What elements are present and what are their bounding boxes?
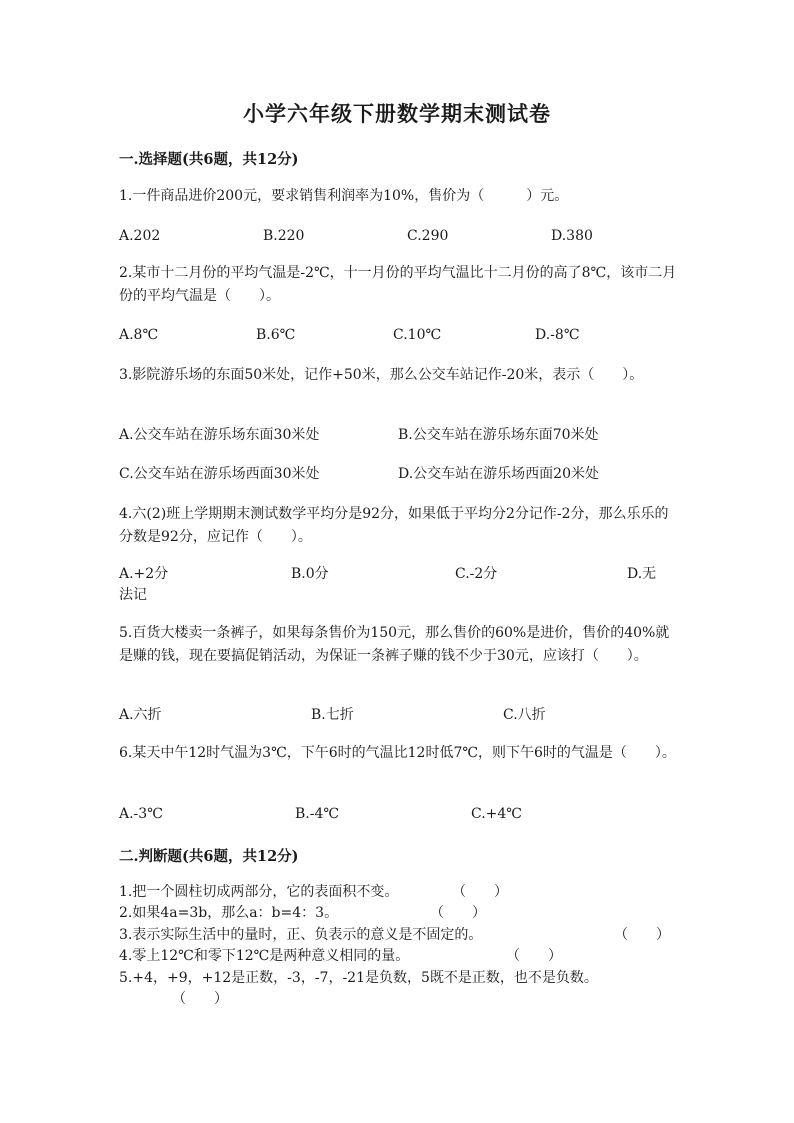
q1-option-d: D.380 bbox=[551, 228, 593, 244]
q6-option-b: B.-4℃ bbox=[295, 806, 340, 822]
question-1: 1.一件商品进价200元，要求销售利润率为10%，售价为（ ）元。 bbox=[119, 188, 569, 204]
section-heading-judge: 二.判断题(共6题，共12分) bbox=[119, 848, 299, 865]
q5-option-b: B.七折 bbox=[311, 707, 354, 723]
q2-option-a: A.8℃ bbox=[119, 327, 159, 343]
question-6: 6.某天中午12时气温为3℃，下午6时的气温比12时低7℃，则下午6时的气温是（ ）。 bbox=[119, 745, 676, 761]
judge-item-3-answer-blank[interactable]: （ ） bbox=[614, 927, 670, 943]
q6-option-a: A.-3℃ bbox=[119, 806, 163, 822]
judge-item-3: 3.表示实际生活中的量时，正、负表示的意义是不固定的。 bbox=[119, 927, 483, 943]
q3-option-b: B.公交车站在游乐场东面70米处 bbox=[398, 427, 599, 443]
q1-option-a: A.202 bbox=[119, 228, 161, 244]
page-title: 小学六年级下册数学期末测试卷 bbox=[243, 101, 551, 126]
q4-option-d-wrap: 法记 bbox=[119, 587, 147, 603]
q2-option-c: C.10℃ bbox=[393, 327, 442, 343]
q4-option-c: C.-2分 bbox=[455, 566, 498, 582]
question-4: 4.六(2)班上学期期末测试数学平均分是92分，如果低于平均分2分记作-2分，那么乐乐的分数是92分，应记作（ ）。 bbox=[119, 506, 669, 545]
q2-option-b: B.6℃ bbox=[256, 327, 296, 343]
judge-item-2-answer-blank[interactable]: （ ） bbox=[430, 905, 486, 921]
judge-item-1: 1.把一个圆柱切成两部分，它的表面积不变。 bbox=[119, 884, 399, 900]
q5-option-a: A.六折 bbox=[119, 707, 162, 723]
judge-item-2: 2.如果4a=3b，那么a：b=4：3。 bbox=[119, 905, 339, 921]
q1-option-c: C.290 bbox=[407, 228, 449, 244]
q3-option-a: A.公交车站在游乐场东面30米处 bbox=[119, 427, 320, 443]
section-heading-choice: 一.选择题(共6题，共12分) bbox=[119, 151, 299, 168]
q3-option-d: D.公交车站在游乐场西面20米处 bbox=[398, 466, 599, 482]
q3-option-c: C.公交车站在游乐场西面30米处 bbox=[119, 466, 320, 482]
q4-option-a: A.+2分 bbox=[119, 566, 169, 582]
question-2: 2.某市十二月份的平均气温是-2℃，十一月份的平均气温比十二月份的高了8℃，该市二月份的平均气温是（ ）。 bbox=[119, 265, 677, 304]
q5-option-c: C.八折 bbox=[503, 707, 546, 723]
judge-item-4-answer-blank[interactable]: （ ） bbox=[506, 948, 562, 964]
judge-item-5-answer-blank[interactable]: （ ） bbox=[172, 991, 228, 1007]
question-3: 3.影院游乐场的东面50米处，记作+50米，那么公交车站记作-20米，表示（ ）。 bbox=[119, 367, 644, 383]
q2-option-d: D.-8℃ bbox=[535, 327, 580, 343]
q1-option-b: B.220 bbox=[263, 228, 305, 244]
judge-item-4: 4.零上12℃和零下12℃是两种意义相同的量。 bbox=[119, 948, 410, 964]
q4-option-b: B.0分 bbox=[291, 566, 329, 582]
q6-option-c: C.+4℃ bbox=[471, 806, 522, 822]
judge-item-1-answer-blank[interactable]: （ ） bbox=[452, 884, 508, 900]
judge-item-5: 5.+4，+9，+12是正数，-3，-7，-21是负数，5既不是正数，也不是负数。 bbox=[119, 970, 598, 986]
q4-option-d: D.无 bbox=[627, 566, 657, 582]
question-5: 5.百货大楼卖一条裤子，如果每条售价为150元，那么售价的60%是进价，售价的40%就是赚的钱，现在要搞促销活动，为保证一条裤子赚的钱不少于30元，应该打（ ）。 bbox=[119, 625, 670, 664]
